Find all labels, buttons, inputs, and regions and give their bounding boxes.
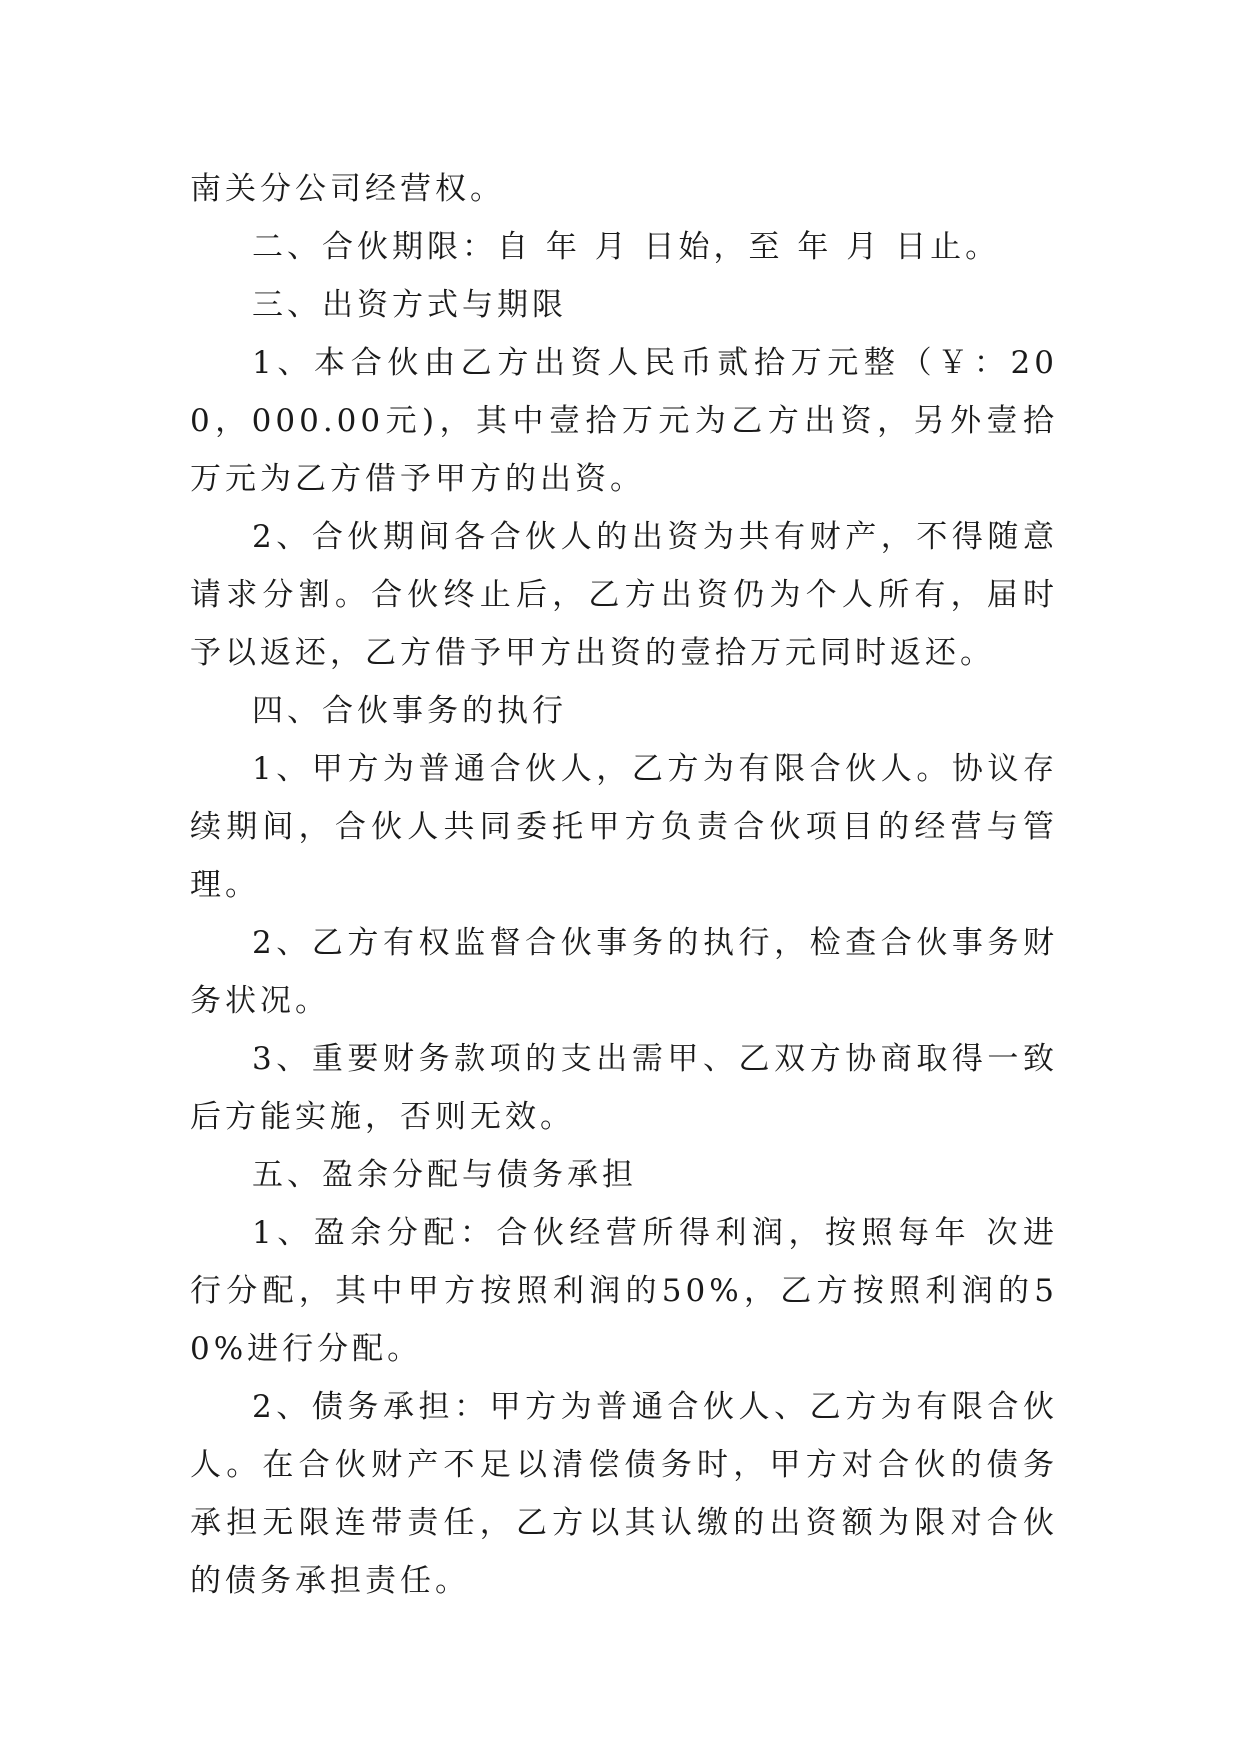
paragraph-continuation: 南关分公司经营权。: [190, 171, 505, 207]
heading-contribution: 三、出资方式与期限: [252, 287, 567, 323]
paragraph-affairs-2: 2、乙方有权监督合伙事务的执行，检查合伙事务财务状况。: [190, 925, 1058, 1019]
paragraph-profit: 1、盈余分配：合伙经营所得利润，按照每年 次进行分配，其中甲方按照利润的50%，乙方按照利润的50%进行分配。: [190, 1215, 1058, 1367]
paragraph-affairs-3: 3、重要财务款项的支出需甲、乙双方协商取得一致后方能实施，否则无效。: [190, 1041, 1058, 1135]
document-body: [190, 160, 1058, 1610]
heading-profit-debt: 五、盈余分配与债务承担: [252, 1157, 637, 1193]
paragraph-contribution-2: 2、合伙期间各合伙人的出资为共有财产，不得随意请求分割。合伙终止后，乙方出资仍为个人所有，届时予以返还，乙方借予甲方出资的壹拾万元同时返还。: [190, 519, 1058, 671]
paragraph-contribution-1: 1、本合伙由乙方出资人民币贰拾万元整（￥：200，000.00元)，其中壹拾万元为乙方出资，另外壹拾万元为乙方借予甲方的出资。: [190, 345, 1058, 497]
heading-affairs: 四、合伙事务的执行: [252, 693, 567, 729]
paragraph-debt: 2、债务承担：甲方为普通合伙人、乙方为有限合伙人。在合伙财产不足以清偿债务时，甲方对合伙的债务承担无限连带责任，乙方以其认缴的出资额为限对合伙的债务承担责任。: [190, 1389, 1058, 1599]
paragraph-affairs-1: 1、甲方为普通合伙人，乙方为有限合伙人。协议存续期间，合伙人共同委托甲方负责合伙项目的经营与管理。: [190, 751, 1058, 903]
paragraph-partnership-term: 二、合伙期限：自 年 月 日始，至 年 月 日止。: [252, 229, 1001, 265]
